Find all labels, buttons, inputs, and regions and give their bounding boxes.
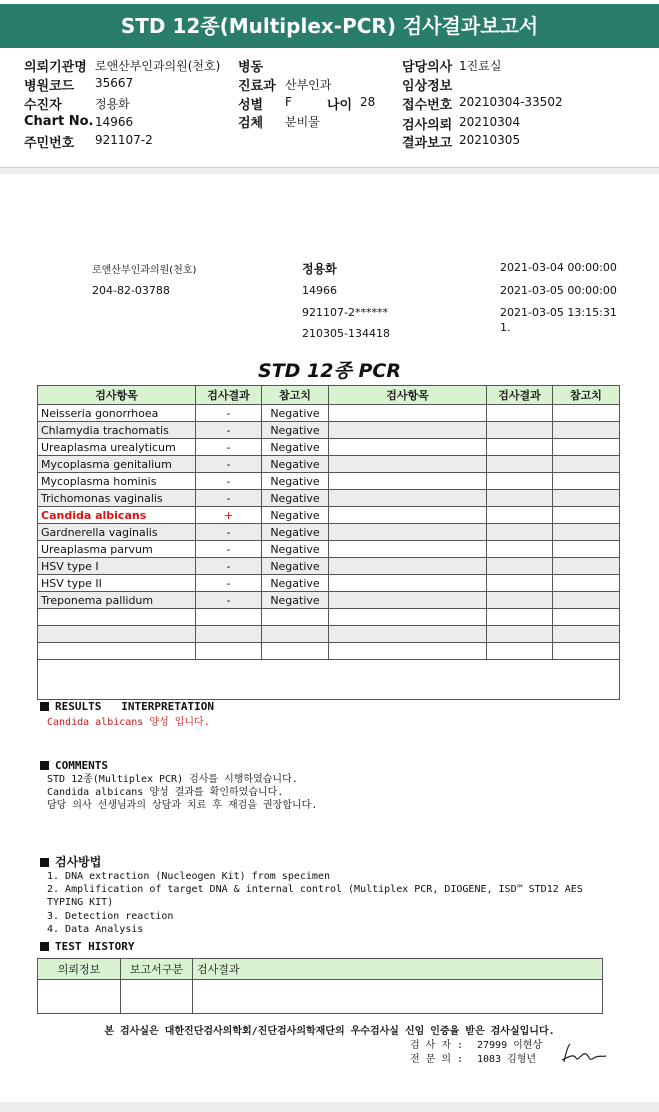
sex-label: 성별 [238,98,264,113]
test-name: Mycoplasma genitalium [38,456,196,473]
table-row-empty [38,643,620,660]
col-reference-2: 참고치 [553,386,620,405]
test-name: Mycoplasma hominis [38,473,196,490]
meta-id-masked: 921107-2****** [302,306,388,319]
meta-business-no: 204-82-03788 [92,284,170,297]
result-table [37,385,620,700]
test-result: - [196,558,262,575]
col-test-item: 검사항목 [38,386,196,405]
specimen-value: 분비물 [285,115,320,129]
table-row [38,490,620,507]
history-table-header [38,959,603,980]
table-row [38,456,620,473]
comments-line-1: STD 12종(Multiplex PCR) 검사를 시행하였습니다. [47,774,298,785]
table-row-empty [38,609,620,626]
doctor-label: 담당의사 [402,60,453,75]
history-row [38,980,603,1014]
table-row [38,592,620,609]
square-bullet-icon [40,858,49,867]
table-row [38,575,620,592]
test-result: - [196,524,262,541]
table-row-empty [38,626,620,643]
test-name: Ureaplasma urealyticum [38,439,196,456]
test-reference: Negative [262,558,329,575]
col-result: 검사결과 [196,386,262,405]
results-text: Candida albicans 양성 입니다. [47,717,210,728]
test-name: HSV type II [38,575,196,592]
col-test-result: 검사결과 [193,959,603,980]
test-reference: Negative [262,422,329,439]
dept-value: 산부인과 [285,78,332,92]
test-name: Ureaplasma parvum [38,541,196,558]
col-result-2: 검사결과 [487,386,553,405]
test-result: - [196,541,262,558]
test-result: - [196,490,262,507]
report-title-bar: STD 12종(Multiplex-PCR) 검사결과보고서 [0,4,659,48]
specialist-label: 전 문 의 : [410,1054,464,1065]
table-row [38,524,620,541]
id-label: 주민번호 [24,136,75,151]
examiner-value: 27999 이현상 [477,1040,543,1051]
meta-chart: 14966 [302,284,337,297]
meta-date-reported-suffix: 1. [500,321,511,334]
patient-info-section [0,54,659,168]
test-name: HSV type I [38,558,196,575]
test-reference: Negative [262,592,329,609]
test-name: Gardnerella vaginalis [38,524,196,541]
chart-no-label: Chart No. [24,114,94,129]
test-result: - [196,439,262,456]
request-value: 20210304 [459,115,521,129]
separator-band [0,168,659,174]
square-bullet-icon [40,702,49,711]
test-name: Trichomonas vaginalis [38,490,196,507]
meta-date-tested: 2021-03-05 00:00:00 [500,284,617,297]
method-line-3: TYPING KIT) [47,897,114,908]
report-date-value: 20210305 [459,133,521,147]
hospital-code-label: 병원코드 [24,79,75,94]
test-reference: Negative [262,575,329,592]
history-table [37,958,603,1014]
test-reference: Negative [262,524,329,541]
age-label: 나이 [327,98,353,113]
method-line-4: 3. Detection reaction [47,911,174,922]
patient-label: 수진자 [24,98,62,113]
col-reference: 참고치 [262,386,329,405]
test-name: Chlamydia trachomatis [38,422,196,439]
receipt-label: 접수번호 [402,98,453,113]
test-reference: Negative [262,507,329,524]
method-line-2: 2. Amplification of target DNA & internal control (Multiplex PCR, DIOGENE, ISD™ STD12 AES [47,884,583,895]
table-row [38,439,620,456]
institution-label: 의뢰기관명 [24,60,87,75]
col-report-type: 보고서구분 [121,959,193,980]
test-result: - [196,473,262,490]
col-test-item-2: 검사항목 [329,386,487,405]
method-heading: 검사방법 [40,853,101,870]
sex-value: F [285,95,292,109]
table-row [38,422,620,439]
test-reference: Negative [262,490,329,507]
test-result: - [196,456,262,473]
comments-line-3: 담당 의사 선생님과의 상담과 치료 후 재검을 권장합니다. [47,800,318,811]
square-bullet-icon [40,761,49,770]
meta-date-received: 2021-03-04 00:00:00 [500,261,617,274]
comments-heading: COMMENTS [40,759,108,772]
specialist-value: 1083 김형년 [477,1054,537,1065]
test-result: - [196,422,262,439]
test-reference: Negative [262,439,329,456]
results-heading: RESULTS INTERPRETATION [40,700,214,713]
age-value: 28 [360,95,376,109]
square-bullet-icon [40,942,49,951]
meta-specimen-no: 210305-134418 [302,327,390,340]
table-row [38,558,620,575]
clinical-label: 임상정보 [402,79,453,94]
dept-label: 진료과 [238,79,276,94]
test-result: - [196,592,262,609]
patient-value: 정용화 [95,97,130,111]
test-result: + [196,507,262,524]
test-name: Neisseria gonorrhoea [38,405,196,422]
std-pcr-title: STD 12종 PCR [258,360,401,382]
comments-line-2: Candida albicans 양성 결과를 확인하였습니다. [47,787,284,798]
method-line-5: 4. Data Analysis [47,924,144,935]
examiner-label: 검 사 자 : [410,1040,464,1051]
receipt-value: 20210304-33502 [459,95,563,109]
table-row-positive [38,507,620,524]
table-row [38,405,620,422]
report-date-label: 결과보고 [402,136,453,151]
meta-clinic: 로앤산부인과의원(천호) [92,265,197,276]
specimen-label: 검체 [238,116,264,131]
test-result: - [196,405,262,422]
test-name: Treponema pallidum [38,592,196,609]
doctor-value: 1진료실 [459,59,502,73]
test-reference: Negative [262,541,329,558]
id-value: 921107-2 [95,133,153,147]
signature-icon [558,1042,610,1068]
col-request-info: 의뢰정보 [38,959,121,980]
ward-label: 병동 [238,60,264,75]
table-row [38,473,620,490]
table-row [38,541,620,558]
test-result: - [196,575,262,592]
table-row-notes [38,660,620,700]
test-reference: Negative [262,405,329,422]
result-table-header [38,386,620,405]
certification-note: 본 검사실은 대한진단검사의학회/진단검사의학재단의 우수검사실 신임 인증을 받은 검사실입니다. [104,1026,555,1037]
test-reference: Negative [262,456,329,473]
bottom-band [0,1102,659,1112]
chart-no-value: 14966 [95,115,134,129]
request-label: 검사의뢰 [402,118,453,133]
hospital-code-value: 35667 [95,76,134,90]
meta-patient-name: 정용화 [302,262,337,276]
test-history-heading: TEST HISTORY [40,940,134,953]
test-name: Candida albicans [38,507,196,524]
meta-date-reported: 2021-03-05 13:15:31 [500,306,617,319]
test-reference: Negative [262,473,329,490]
method-line-1: 1. DNA extraction (Nucleogen Kit) from specimen [47,871,330,882]
institution-value: 로앤산부인과의원(천호) [95,59,221,73]
